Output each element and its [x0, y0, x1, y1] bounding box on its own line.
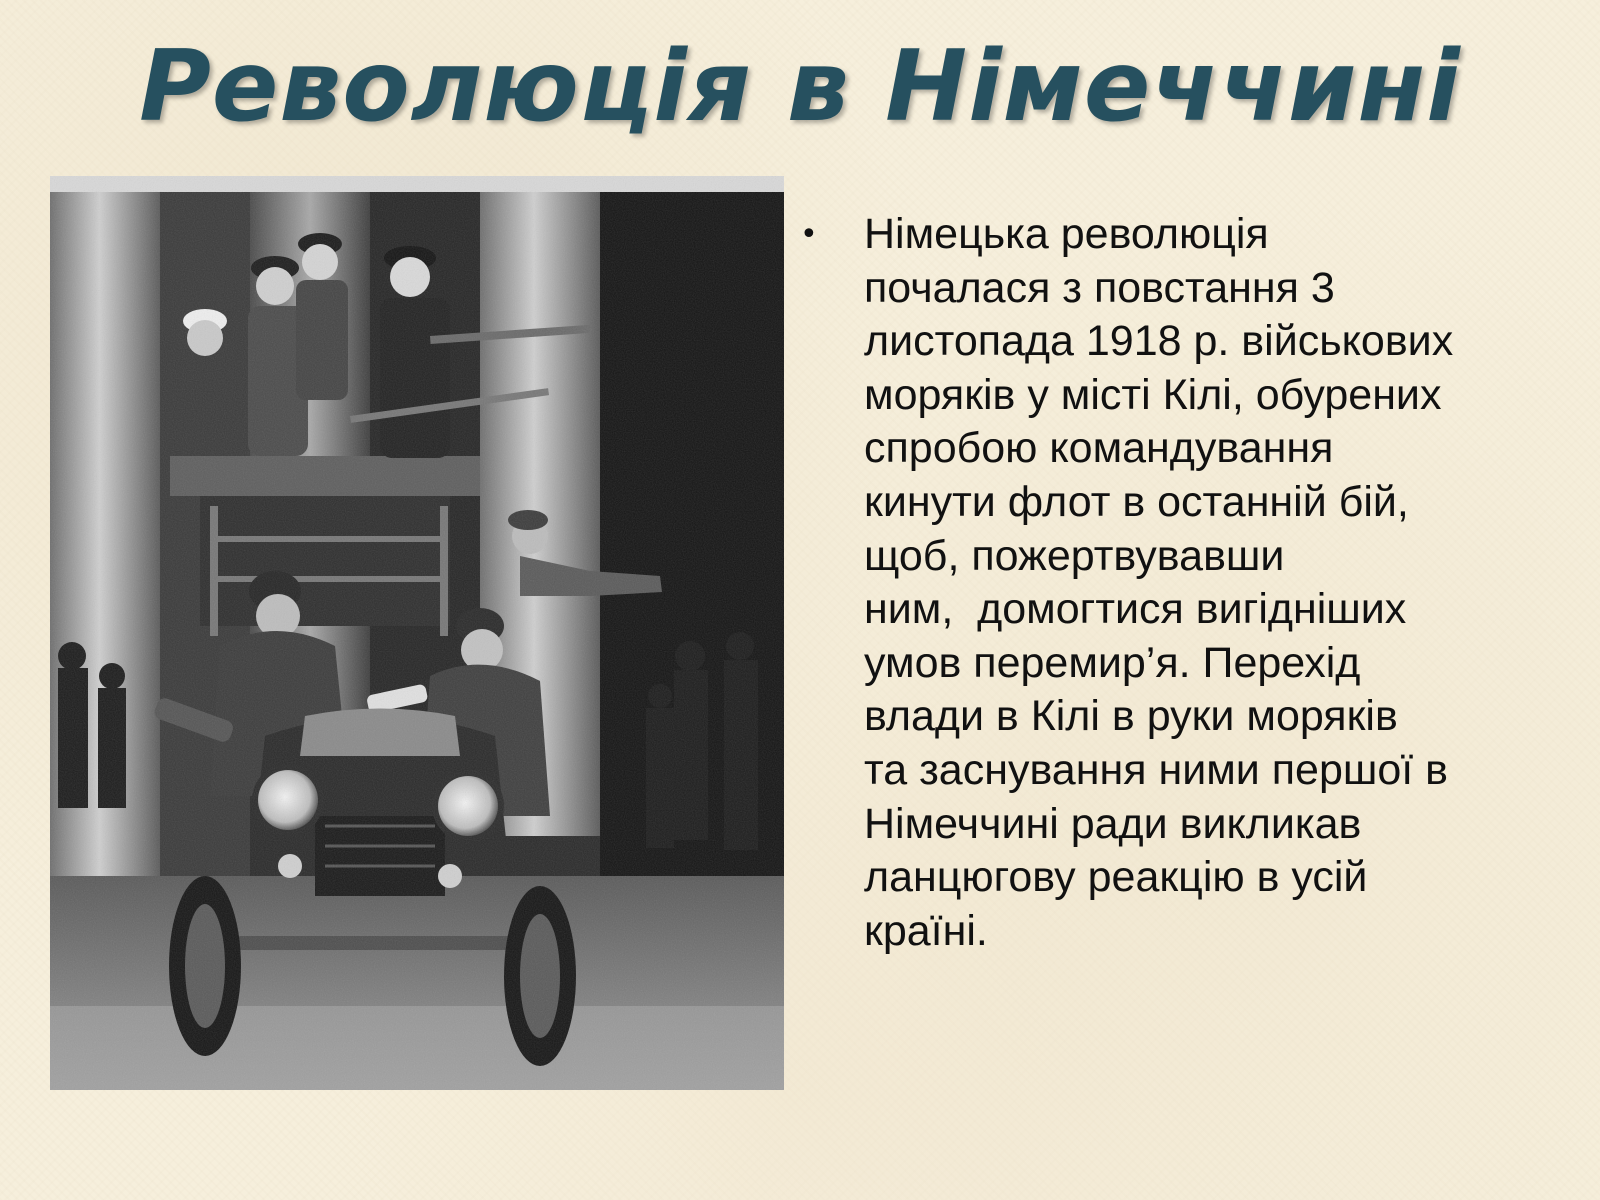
text-line: спробою командування: [864, 424, 1334, 473]
bullet-text: [864, 208, 1570, 958]
historical-photo: [50, 176, 784, 1090]
photo-illustration: [50, 176, 784, 1090]
text-line: ним, домогтися вигідніших: [864, 585, 1407, 634]
text-line: Німеччині ради викликав: [864, 799, 1362, 848]
text-line: ланцюгову реакцію в усій: [864, 853, 1368, 902]
text-line: щоб, пожертвувавши: [864, 531, 1285, 580]
text-line: країні.: [864, 906, 988, 955]
bullet-list: [800, 208, 1570, 958]
text-line: листопада 1918 р. військових: [864, 317, 1454, 366]
text-line: кинути флот в останній бій,: [864, 477, 1409, 526]
slide-title: Революція в Німеччині: [139, 30, 1461, 144]
text-line: моряків у місті Кілі, обурених: [864, 370, 1442, 419]
text-line: почалася з повстання 3: [864, 263, 1335, 312]
text-line: Німецька революція: [864, 210, 1269, 258]
bullet-item: [800, 208, 1570, 958]
bullet-marker: •: [800, 217, 818, 252]
text-line: умов перемир’я. Перехід: [864, 638, 1361, 687]
text-line: влади в Кілі в руки моряків: [864, 692, 1398, 741]
text-line: та заснування ними першої в: [864, 745, 1449, 794]
